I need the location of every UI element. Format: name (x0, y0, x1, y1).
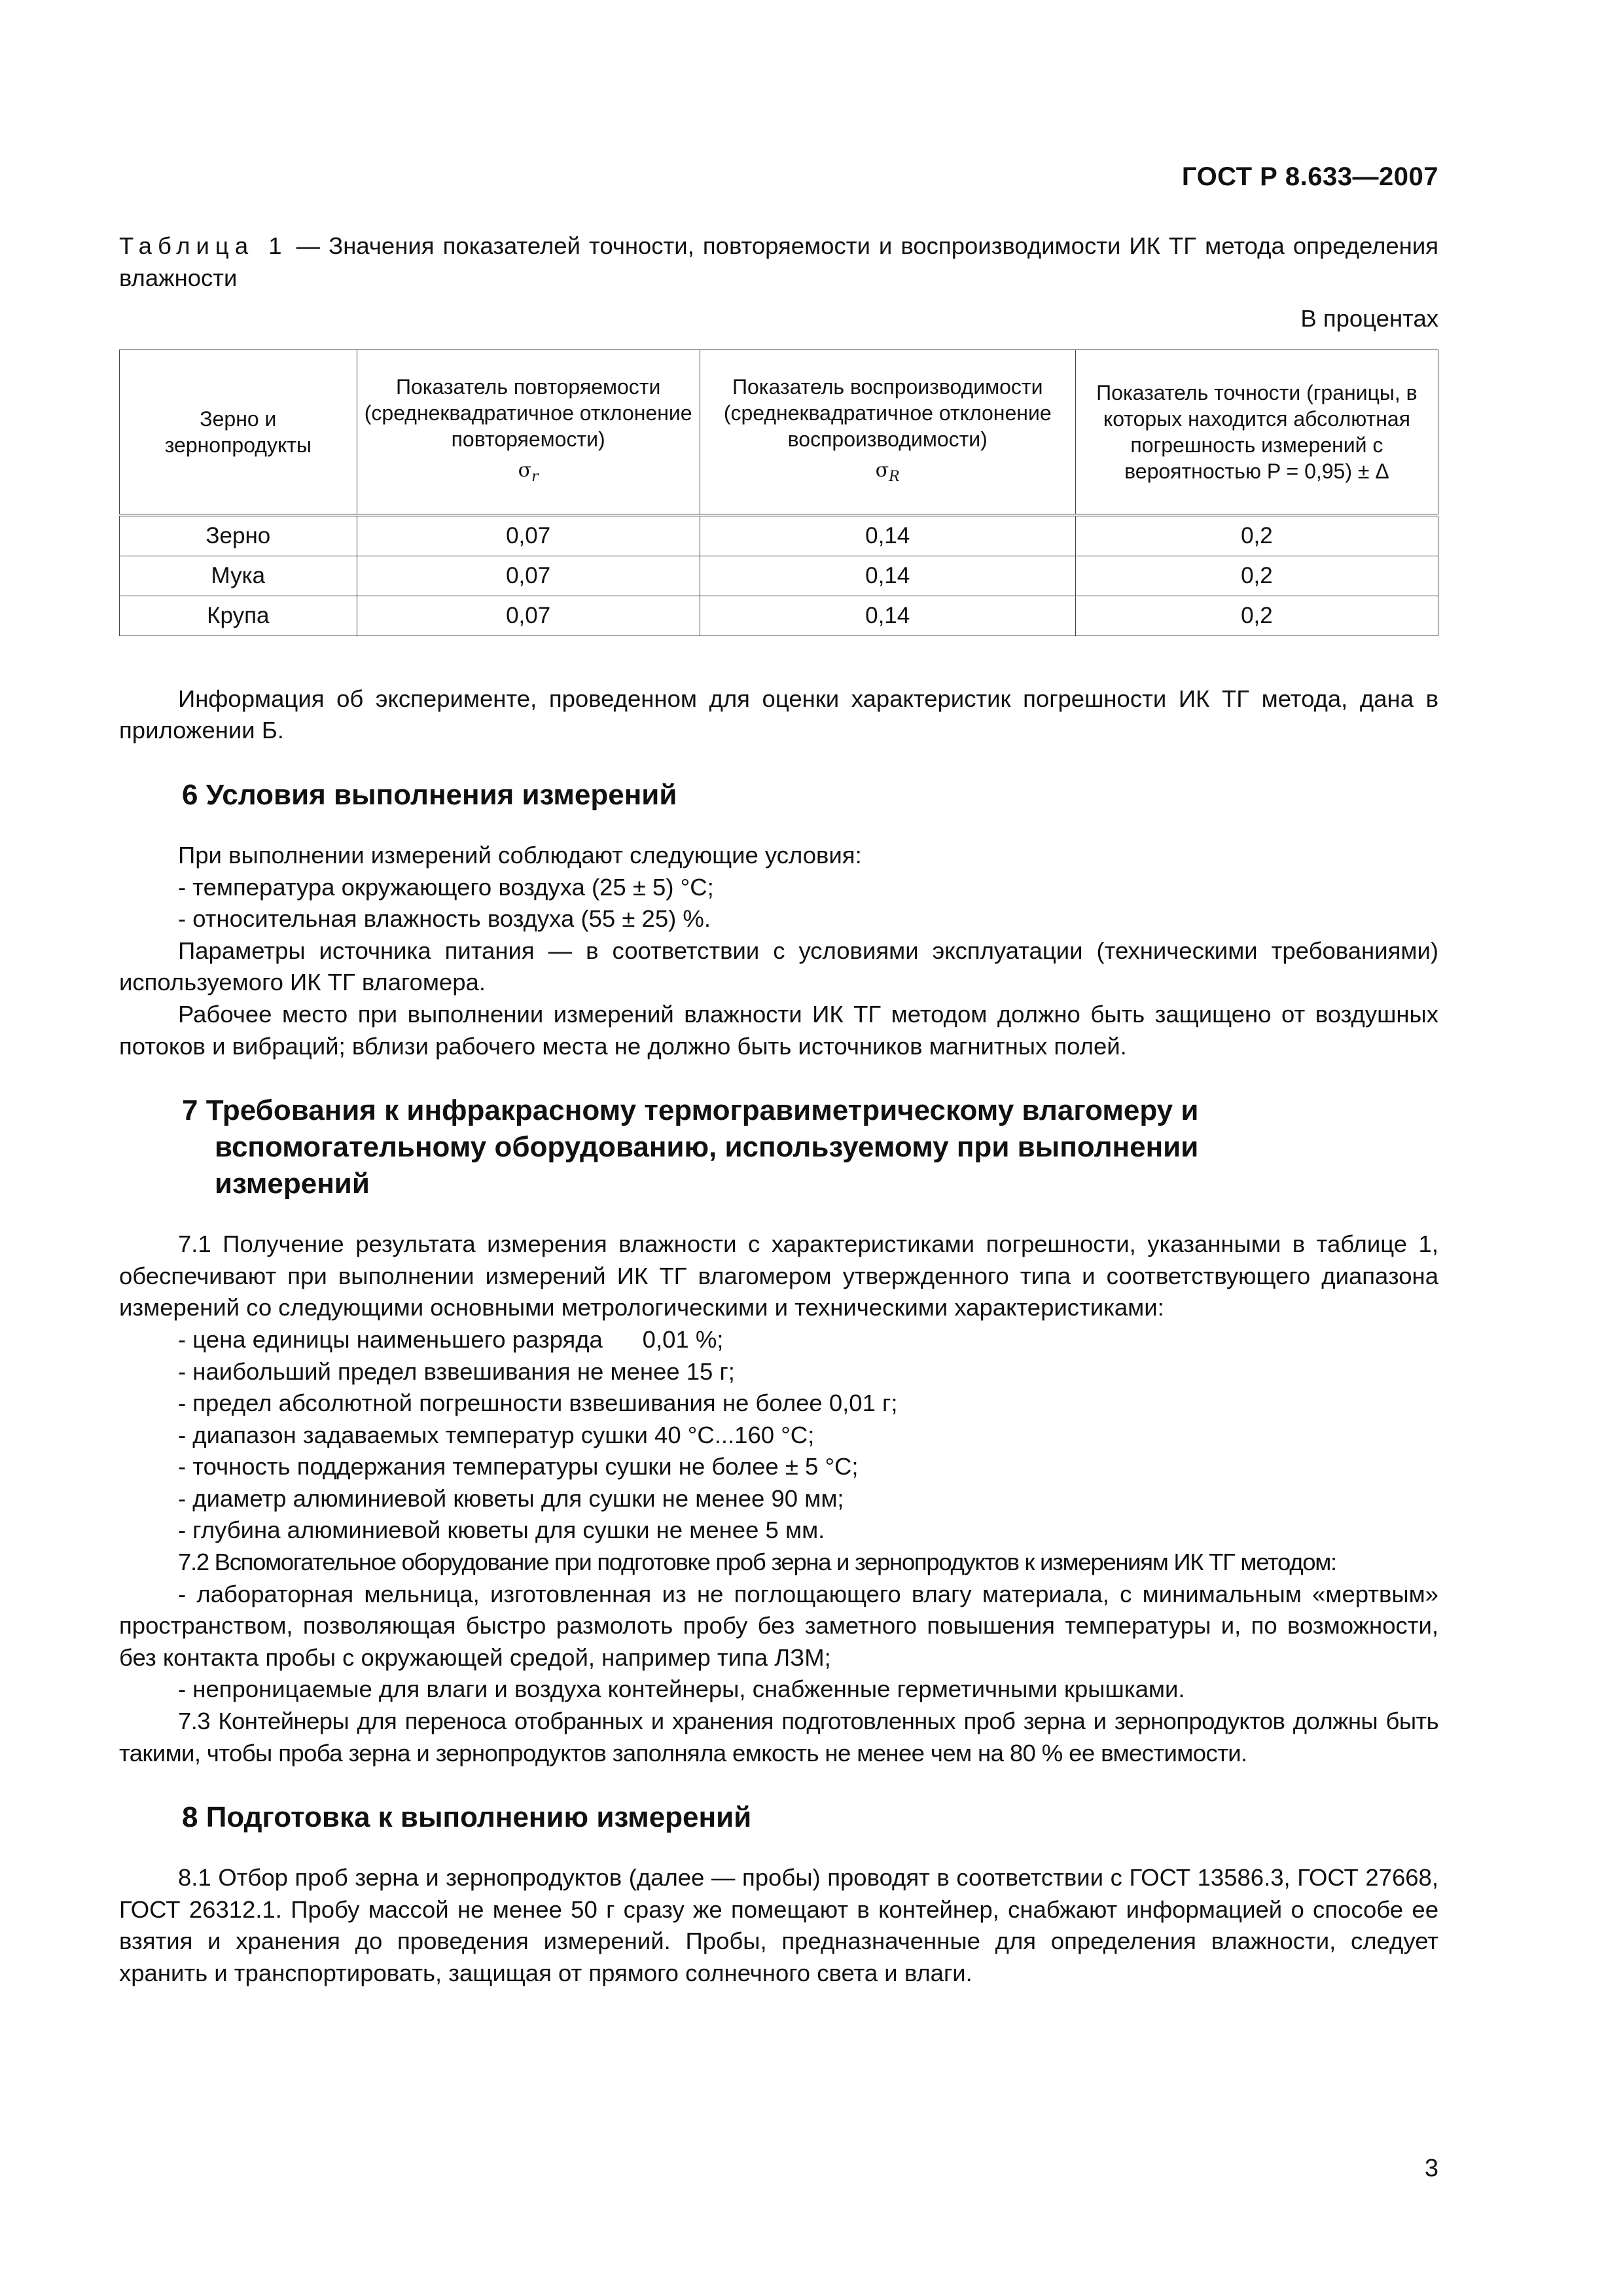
page-content (119, 230, 1438, 1990)
list-item-7-1: - диаметр алюминиевой кюветы для сушки не менее 90 мм; (178, 1484, 844, 1512)
cell-reproducibility: 0,14 (700, 556, 1075, 596)
cell-accuracy: 0,2 (1075, 596, 1438, 636)
cell-reproducibility: 0,14 (700, 515, 1075, 556)
list-item-7-1: - наибольший предел взвешивания не менее 15 г; (178, 1357, 735, 1385)
cell-repeatability: 0,07 (357, 596, 700, 636)
precision-table (119, 350, 1438, 636)
repeatability-symbol: $\sigma_r$ (518, 458, 539, 485)
section-6-item: - температура окружающего воздуха (25 ± 5) °С; (178, 873, 714, 901)
page-number: 3 (1424, 2155, 1438, 2182)
cell-accuracy: 0,2 (1075, 556, 1438, 596)
paragraph-7-2: 7.2 Вспомогательное оборудование при подготовке проб зерна и зернопродуктов к измерениям ИК ТГ методом: (178, 1549, 1336, 1576)
info-paragraph: Информация об эксперименте, проведенном для оценки характеристик погрешности ИК ТГ метода, дана в приложении Б. (119, 685, 1438, 744)
column-header-reproducibility: Показатель воспроизводимости (среднеквадратичное отклонение воспроизводимости) $\sigma_R$ (700, 350, 1075, 515)
section-6-item: - относительная влажность воздуха (55 ± 25) %. (178, 905, 711, 933)
cell-product: Зерно (120, 515, 357, 556)
paragraph-8-1: 8.1 Отбор проб зерна и зернопродуктов (далее — пробы) проводят в соответствии с ГОСТ 13586.3, ГОСТ 27668, ГОСТ 26312.1. Пробу массой не менее 50 г сразу же помещают в контейнер, снабжают информацией о способе ее взятия и хранения до проведения измерений. Пробы, предназначенные для определения влажности, следует хранить и транспортировать, защищая от прямого солнечного света и влаги. (119, 1864, 1438, 1986)
table-row (120, 515, 1438, 556)
table-caption (119, 230, 1438, 294)
table-row (120, 556, 1438, 596)
table-units: В процентах (1300, 305, 1438, 332)
paragraph-7-1: 7.1 Получение результата измерения влажности с характеристиками погрешности, указанными в таблице 1, обеспечивают при выполнении измерений ИК ТГ влагомером утвержденного типа и соответствующего диапазона измерений со следующими основными метрологическими и техническими характеристиками: (119, 1230, 1438, 1321)
section-6-power-paragraph: Параметры источника питания — в соответствии с условиями эксплуатации (техническими требованиями) используемого ИК ТГ влагомера. (119, 937, 1438, 996)
column-header-repeatability: Показатель повторяемости (среднеквадратичное отклонение повторяемости) $\sigma_r$ (357, 350, 700, 515)
document-code: ГОСТ Р 8.633—2007 (1181, 162, 1438, 191)
list-item-7-2: - непроницаемые для влаги и воздуха контейнеры, снабженные герметичными крышками. (178, 1676, 1185, 1703)
column-header-product: Зерно и зернопродукты (120, 350, 357, 515)
cell-repeatability: 0,07 (357, 515, 700, 556)
cell-product: Крупа (120, 596, 357, 636)
cell-reproducibility: 0,14 (700, 596, 1075, 636)
section-8-heading: 8 Подготовка к выполнению измерений (182, 1801, 752, 1834)
table-header-row (120, 350, 1438, 515)
list-item-7-1: - диапазон задаваемых температур сушки 40 °С...160 °С; (178, 1421, 815, 1448)
list-item-7-1: - предел абсолютной погрешности взвешивания не более 0,01 г; (178, 1390, 898, 1417)
list-item-7-1: - точность поддержания температуры сушки не более ± 5 °С; (178, 1453, 859, 1480)
table-row (120, 596, 1438, 636)
cell-repeatability: 0,07 (357, 556, 700, 596)
section-6-intro: При выполнении измерений соблюдают следующие условия: (178, 841, 862, 869)
reproducibility-symbol: $\sigma_R$ (875, 458, 900, 485)
paragraph-7-3: 7.3 Контейнеры для переноса отобранных и хранения подготовленных проб зерна и зернопродуктов должны быть такими, чтобы проба зерна и зернопродуктов заполняла емкость не менее чем на 80 % ее вместимости. (119, 1708, 1438, 1767)
list-item-7-1: - цена единицы наименьшего разряда 0,01 %; (178, 1325, 724, 1353)
list-item-7-2: - лабораторная мельница, изготовленная из не поглощающего влагу материала, с минимальным «мертвым» пространством, позволяющая быстро размолоть пробу без заметного повышения температуры и, по возможности, без контакта пробы с окружающей средой, например типа ЛЗМ; (119, 1580, 1438, 1671)
table-caption-label: Таблица 1 (119, 232, 288, 259)
section-7-heading: 7 Требования к инфракрасному термогравиметрическому влагомеру и вспомогательному оборудованию, используемому при выполнении измерений (182, 1094, 1199, 1200)
cell-accuracy: 0,2 (1075, 515, 1438, 556)
section-6-heading: 6 Условия выполнения измерений (182, 778, 677, 811)
section-6-workplace-paragraph: Рабочее место при выполнении измерений влажности ИК ТГ методом должно быть защищено от воздушных потоков и вибраций; вблизи рабочего места не должно быть источников магнитных полей. (119, 1000, 1438, 1060)
cell-product: Мука (120, 556, 357, 596)
table-caption-text: — Значения показателей точности, повторяемости и воспроизводимости ИК ТГ метода определения влажности (119, 232, 1438, 291)
list-item-7-1: - глубина алюминиевой кюветы для сушки не менее 5 мм. (178, 1516, 825, 1544)
column-header-accuracy: Показатель точности (границы, в которых находится абсолютная погрешность измерений с вероятностью P = 0,95) ± Δ (1075, 350, 1438, 515)
